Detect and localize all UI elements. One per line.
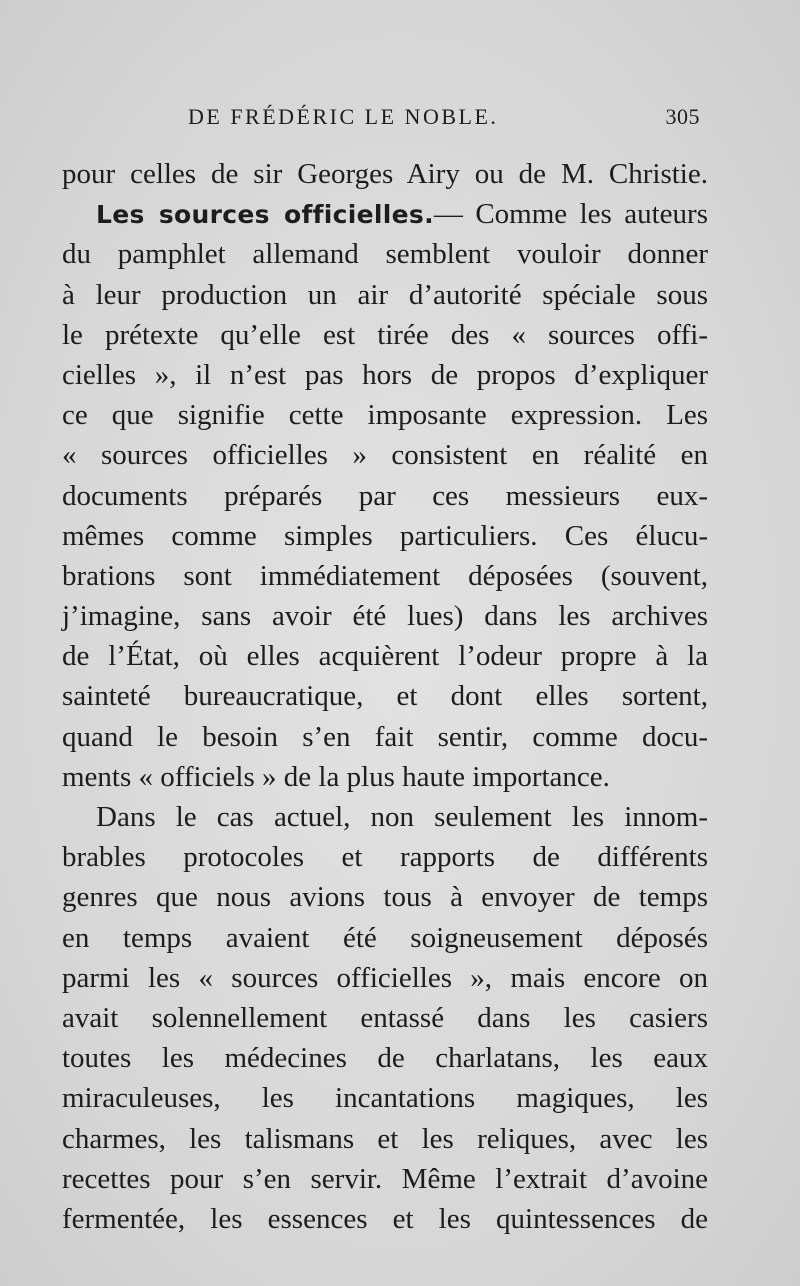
- text-line: documents préparés par ces messieurs eux-: [62, 479, 708, 512]
- page-body: [62, 154, 708, 1239]
- text-line: Dans le cas actuel, non seulement les innom-: [96, 801, 708, 833]
- section-heading: Les sources officielles.: [96, 200, 434, 230]
- text-line: fermentée, les essences et les quintessences de: [62, 1202, 708, 1235]
- text-line: recettes pour s’en servir. Même l’extrait d’avoine: [62, 1162, 708, 1195]
- text-line: avait solennellement entassé dans les casiers: [62, 1001, 708, 1034]
- text-line: le prétexte qu’elle est tirée des « sources offi-: [62, 318, 708, 351]
- paragraph-continuation: [62, 154, 708, 194]
- text-line: mêmes comme simples particuliers. Ces élucu-: [62, 519, 708, 552]
- text-line: du pamphlet allemand semblent vouloir donner: [62, 238, 708, 271]
- text-line: cielles », il n’est pas hors de propos d’expliquer: [62, 358, 708, 391]
- text-line: miraculeuses, les incantations magiques, les: [62, 1082, 708, 1115]
- running-title: DE FRÉDÉRIC LE NOBLE.: [188, 104, 499, 129]
- paragraph-current-case: [62, 797, 708, 1239]
- text-line: à leur production un air d’autorité spéciale sous: [62, 278, 708, 311]
- text-line-fragment: — Comme les auteurs: [433, 198, 708, 231]
- text-line: sainteté bureaucratique, et dont elles sortent,: [62, 680, 708, 713]
- text-line: pour celles de sir Georges Airy ou de M. Christie.: [62, 158, 708, 190]
- running-head: [188, 100, 700, 134]
- text-line: quand le besoin s’en fait sentir, comme docu-: [62, 720, 708, 753]
- text-line: en temps avaient été soigneusement déposés: [62, 921, 708, 954]
- page-number: 305: [665, 104, 700, 129]
- paragraph-official-sources: [62, 194, 708, 797]
- text-line: ments « officiels » de la plus haute importance.: [62, 760, 610, 793]
- text-line: brables protocoles et rapports de différents: [62, 841, 708, 874]
- text-line: ce que signifie cette imposante expression. Les: [62, 399, 708, 432]
- text-line: « sources officielles » consistent en réalité en: [62, 439, 708, 472]
- text-line: j’imagine, sans avoir été lues) dans les archives: [62, 600, 708, 633]
- text-line: de l’État, où elles acquièrent l’odeur propre à la: [62, 640, 708, 673]
- text-line: brations sont immédiatement déposées (souvent,: [62, 559, 708, 592]
- text-line: toutes les médecines de charlatans, les eaux: [62, 1042, 708, 1075]
- text-line: parmi les « sources officielles », mais encore on: [62, 961, 708, 994]
- text-line-with-heading: [62, 194, 708, 234]
- text-line: genres que nous avions tous à envoyer de temps: [62, 881, 708, 914]
- text-line: charmes, les talismans et les reliques, avec les: [62, 1122, 708, 1155]
